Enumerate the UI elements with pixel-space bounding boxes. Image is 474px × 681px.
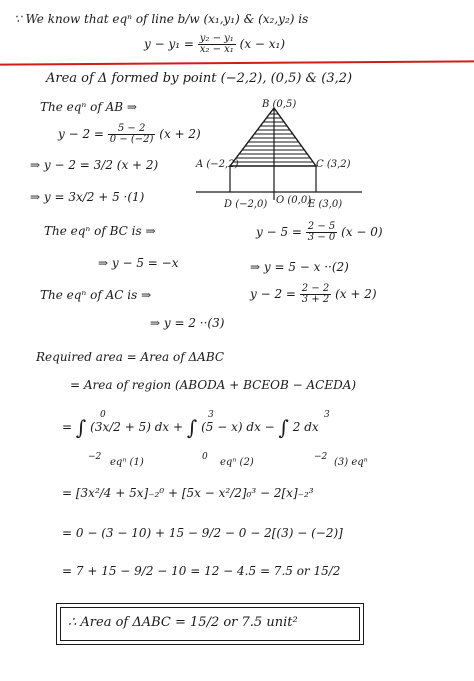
bc-step2b: ⇒ y = 5 − x ··(2) — [250, 260, 349, 274]
line-formula — [144, 34, 285, 55]
bc-step1-denominator: 3 − 0 — [307, 232, 336, 243]
ab-step1-denominator: 0 − (−2) — [109, 134, 154, 145]
answer-text: ∴ Area of ΔABC = 15/2 or 7.5 unit² — [68, 615, 298, 630]
ac-step1-fraction — [300, 284, 331, 305]
ac-heading: The eqⁿ of AC is ⇒ — [40, 288, 152, 302]
triangle-abc — [230, 108, 316, 166]
ac-step2: ⇒ y = 2 ··(3) — [150, 316, 225, 330]
int1-upper: 0 — [100, 410, 106, 420]
integral-sign-1: ∫ — [75, 415, 87, 440]
bc-step1-lhs: y − 5 = — [256, 225, 302, 239]
ab-step1-numerator: 5 − 2 — [108, 124, 156, 135]
area-line4: = [3x²/4 + 5x]₋₂⁰ + [5x − x²/2]₀³ − 2[x]₋₂³ — [62, 486, 314, 500]
formula-denominator: x₂ − x₁ — [199, 44, 234, 55]
ab-step1-fraction — [108, 124, 156, 145]
bc-step1 — [256, 222, 383, 243]
int2-lower: 0 — [202, 452, 208, 462]
bc-step1-rhs: (x − 0) — [341, 225, 383, 239]
int2-upper: 3 — [208, 410, 214, 420]
ac-step1-denominator: 3 + 2 — [301, 294, 330, 305]
int3-lower: −2 — [314, 452, 328, 462]
bc-step1-fraction — [306, 222, 337, 243]
ac-step1-numerator: 2 − 2 — [301, 283, 330, 294]
label-e: E (3,0) — [308, 199, 343, 210]
formula-lhs: y − y₁ = — [144, 37, 194, 51]
equals-sign: = — [62, 420, 73, 434]
bc-step1-numerator: 2 − 5 — [307, 221, 336, 232]
area-line5: = 0 − (3 − 10) + 15 − 9/2 − 0 − 2[(3) − (−2)] — [62, 526, 343, 540]
ab-heading: The eqⁿ of AB ⇒ — [40, 100, 137, 114]
note-eq3: (3) eqⁿ — [334, 457, 368, 468]
formula-numerator: y₂ − y₁ — [199, 33, 234, 44]
ab-step1 — [58, 124, 201, 145]
area-integrals: = ∫ (3x/2 + 5) dx + ∫ (5 − x) dx − ∫ 2 dx — [62, 415, 319, 440]
formula-fraction — [198, 34, 236, 55]
label-o: O (0,0) — [276, 195, 312, 206]
ab-step3: ⇒ y = 3x/2 + 5 ·(1) — [30, 190, 145, 204]
ac-step1-lhs: y − 2 = — [250, 287, 296, 301]
label-b: B (0,5) — [262, 99, 297, 110]
integral-sign-3: ∫ — [278, 415, 289, 440]
note-eq2: eqⁿ (2) — [220, 457, 254, 468]
label-d: D (−2,0) — [224, 199, 268, 210]
note-eq1: eqⁿ (1) — [110, 457, 144, 468]
area-line6: = 7 + 15 − 9/2 − 10 = 12 − 4.5 = 7.5 or 15/2 — [62, 564, 341, 578]
formula-rhs: (x − x₁) — [239, 37, 286, 51]
ac-step1 — [250, 284, 377, 305]
integral-2-body: (5 − x) dx — [201, 420, 261, 434]
int3-upper: 3 — [324, 410, 330, 420]
label-c: C (3,2) — [316, 159, 351, 170]
ab-step2: ⇒ y − 2 = 3/2 (x + 2) — [30, 158, 159, 172]
bc-heading: The eqⁿ of BC is ⇒ — [44, 224, 156, 238]
integral-3-body: 2 dx — [292, 420, 319, 434]
ac-step1-rhs: (x + 2) — [335, 287, 377, 301]
red-rule — [0, 60, 474, 65]
problem-title: Area of Δ formed by point (−2,2), (0,5) & (3,2) — [46, 71, 353, 86]
bc-step2a: ⇒ y − 5 = −x — [98, 256, 179, 270]
ab-step1-rhs: (x + 2) — [159, 127, 201, 141]
area-line1: Required area = Area of ΔABC — [36, 350, 225, 364]
intro-line: ∵ We know that eqⁿ of line b/w (x₁,y₁) & (x₂,y₂) is — [14, 12, 309, 26]
int1-lower: −2 — [88, 452, 102, 462]
integral-sign-2: ∫ — [186, 415, 198, 440]
area-line2: = Area of region (ABODA + BCEOB − ACEDA) — [70, 378, 357, 392]
integral-1-body: (3x/2 + 5) dx — [90, 420, 170, 434]
ab-step1-lhs: y − 2 = — [58, 127, 104, 141]
label-a: A (−2,2) — [196, 159, 239, 170]
